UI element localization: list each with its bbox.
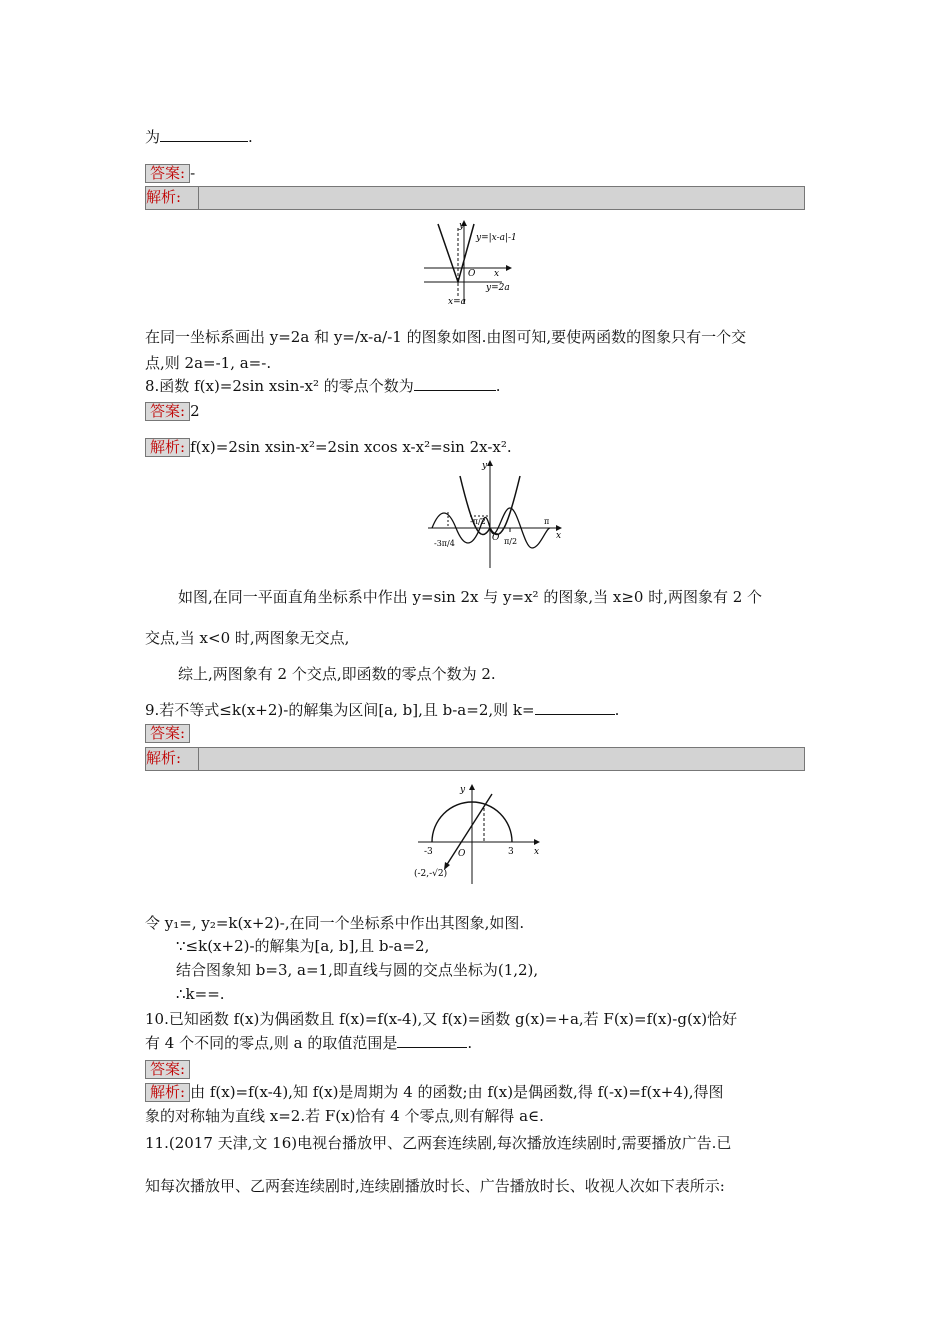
line-y2 [446, 794, 492, 866]
fig-point: (-2,-√2) [414, 869, 448, 879]
answer-label: 答案: [145, 1060, 190, 1079]
y-arrow [469, 784, 475, 790]
q10-analysis-1: 解析: 由 f(x)=f(x-4),知 f(x)是周期为 4 的函数;由 f(x)是偶函数,得 f(-x)=f(x+4),得图 [145, 1082, 724, 1102]
q9-explain-3: 结合图象知 b=3, a=1,即直线与圆的交点坐标为(1,2), [176, 961, 539, 979]
q9-answer [145, 723, 190, 743]
fig-pi: π [544, 517, 550, 526]
q10-question-2: 有 4 个不同的零点,则 a 的取值范围是 . [145, 1034, 473, 1052]
fig-ylabel: y [460, 785, 466, 795]
fig-neg-3pi-over-4: -3π/4 [434, 539, 455, 548]
fig-origin: O [468, 269, 476, 279]
q11-line-1: 11.(2017 天津,文 16)电视台播放甲、乙两套连续剧,每次播放连续剧时,需要播放广告.已 [145, 1134, 732, 1152]
q8-figure [420, 456, 570, 570]
q9-figure [410, 780, 550, 886]
fig-ylabel: y [459, 221, 465, 231]
q8-explain-3: 综上,两图象有 2 个交点,即函数的零点个数为 2. [178, 665, 496, 683]
q7-analysis-band [145, 186, 805, 210]
q8-explain-1: 如图,在同一平面直角坐标系中作出 y=sin 2x 与 y=x² 的图象,当 x≥0 时,两图象有 2 个 [178, 588, 763, 606]
fig-three: 3 [508, 847, 514, 857]
q11-line-2: 知每次播放甲、乙两套连续剧时,连续剧播放时长、广告播放时长、收视人次如下表所示: [145, 1177, 725, 1195]
fig-pi-over-2: π/2 [504, 537, 518, 546]
fig-vline-label: x=a [448, 297, 466, 306]
q8-analysis: 解析: f(x)=2sin xsin-x²=2sin xcos x-x²=sin 2x-x². [145, 437, 512, 457]
answer-label: 答案: [145, 164, 190, 183]
q10-question-1: 10.已知函数 f(x)为偶函数且 f(x)=f(x-4),又 f(x)=函数 g(x)=+a,若 F(x)=f(x)-g(x)恰好 [145, 1010, 738, 1028]
q9-analysis-band [145, 747, 805, 771]
answer-label: 答案: [145, 402, 190, 421]
fig-curve-label: y=|x-a|-1 [476, 233, 517, 243]
analysis-label: 解析: [145, 1083, 190, 1102]
fig-xlabel: x [556, 531, 562, 541]
q7-figure [420, 218, 530, 306]
y-arrow [487, 460, 493, 466]
fig-origin: O [492, 533, 500, 543]
x-arrow [534, 839, 540, 845]
q7-explain-2: 点,则 2a=-1, a=-. [145, 354, 272, 372]
fig-origin: O [458, 849, 466, 859]
fig-xlabel: x [534, 847, 540, 857]
fig-ylabel: y [482, 461, 488, 471]
q10-answer [145, 1059, 190, 1079]
x-arrow [506, 265, 512, 271]
fig-xlabel: x [494, 269, 500, 279]
q8-question: 8.函数 f(x)=2sin xsin-x² 的零点个数为 . [145, 377, 501, 395]
fig-neg-pi-over-2: -π/2 [470, 517, 486, 526]
q9-explain-2: ∵≤k(x+2)-的解集为[a, b],且 b-a=2, [176, 937, 430, 955]
answer-label: 答案: [145, 724, 190, 743]
q8-answer: 答案: 2 [145, 401, 200, 421]
analysis-label: 解析: [146, 188, 182, 206]
q9-explain-1: 令 y₁=, y₂=k(x+2)-,在同一个坐标系中作出其图象,如图. [145, 914, 525, 932]
analysis-label: 解析: [146, 749, 182, 767]
analysis-label: 解析: [145, 438, 190, 457]
q7-answer: 答案: - [145, 163, 195, 183]
q7-question-tail: 为 . [145, 128, 253, 146]
q9-explain-4: ∴k==. [176, 985, 225, 1003]
q8-explain-2: 交点,当 x<0 时,两图象无交点, [145, 629, 350, 647]
fig-hline-label: y=2a [486, 283, 510, 293]
q10-analysis-2: 象的对称轴为直线 x=2.若 F(x)恰有 4 个零点,则有解得 a∈. [145, 1107, 544, 1125]
q7-explain-1: 在同一坐标系画出 y=2a 和 y=/x-a/-1 的图象如图.由图可知,要使两函数的图象只有一个交 [145, 328, 747, 346]
q9-question: 9.若不等式≤k(x+2)-的解集为区间[a, b],且 b-a=2,则 k= . [145, 701, 620, 719]
fig-neg3: -3 [424, 847, 433, 857]
